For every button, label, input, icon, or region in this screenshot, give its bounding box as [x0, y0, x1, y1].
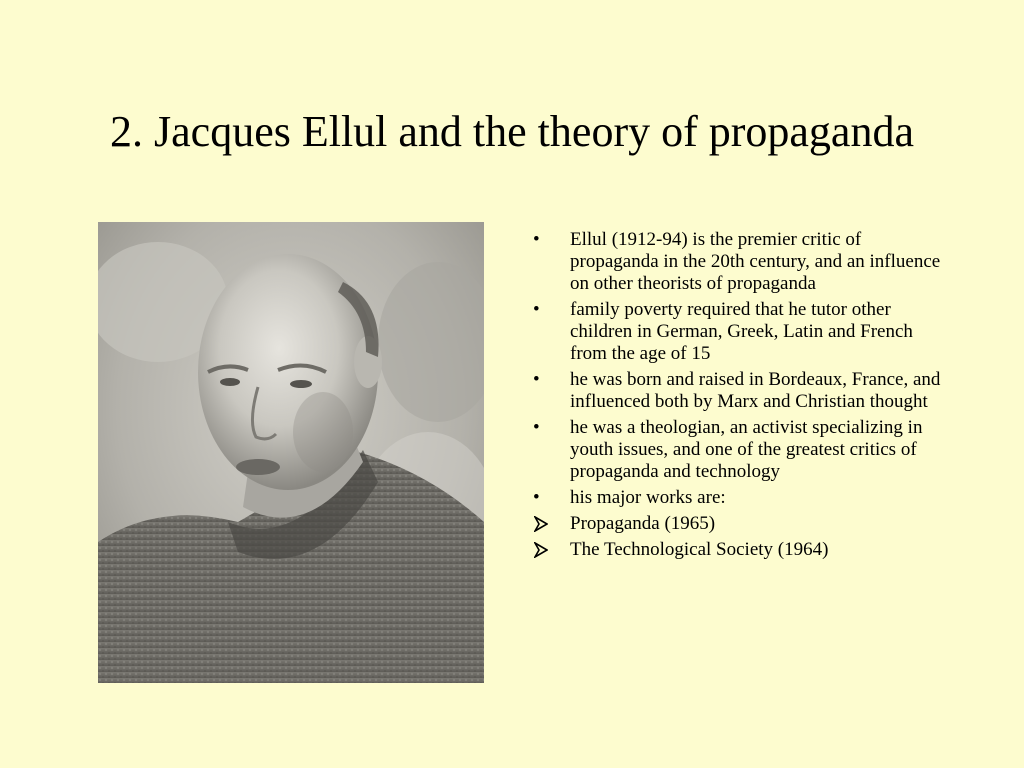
slide-title: 2. Jacques Ellul and the theory of propaganda	[110, 107, 914, 156]
portrait-image	[98, 222, 484, 683]
bullet-list	[533, 229, 953, 565]
bullet-item	[533, 229, 953, 295]
bullet-dot-icon	[533, 229, 563, 251]
bullet-text: he was born and raised in Bordeaux, France, and influenced both by Marx and Christian thought	[570, 369, 941, 412]
bullet-dot-icon	[533, 487, 563, 509]
bullet-text: The Technological Society (1964)	[570, 539, 829, 560]
bullet-text: family poverty required that he tutor other children in German, Greek, Latin and French from the age of 15	[570, 299, 913, 364]
bullet-item	[533, 299, 953, 365]
arrow-bullet-icon	[534, 542, 564, 564]
bullet-item	[533, 539, 953, 561]
bullet-text: he was a theologian, an activist specializing in youth issues, and one of the greatest critics of propaganda and technology	[570, 417, 923, 482]
bullet-text: Ellul (1912-94) is the premier critic of propaganda in the 20th century, and an influence on other theorists of propaganda	[570, 229, 941, 294]
portrait-photo	[98, 222, 484, 683]
arrow-bullet-icon	[534, 516, 564, 538]
bullet-text: Propaganda (1965)	[570, 513, 716, 534]
bullet-item	[533, 369, 953, 413]
bullet-dot-icon	[533, 369, 563, 391]
bullet-text: his major works are:	[570, 487, 726, 508]
bullet-item	[533, 417, 953, 483]
bullet-item	[533, 487, 953, 509]
bullet-dot-icon	[533, 417, 563, 439]
bullet-item	[533, 513, 953, 535]
bullet-dot-icon	[533, 299, 563, 321]
